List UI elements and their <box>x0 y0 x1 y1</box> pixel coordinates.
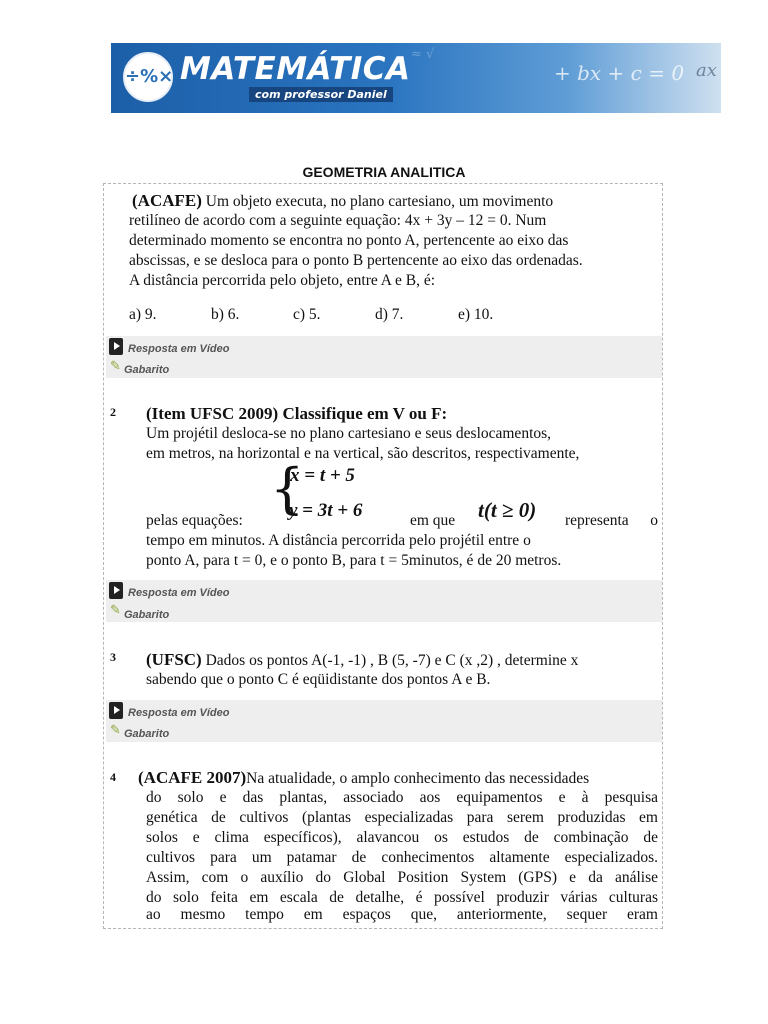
q2-line: Um projétil desloca-se no plano cartesiano e seus deslocamentos, <box>146 425 552 442</box>
q1-line: retilíneo de acordo com a seguinte equação: 4x + 3y – 12 = 0. Num <box>129 212 547 229</box>
q3-links-panel <box>106 700 662 742</box>
document-title: GEOMETRIA ANALITICA <box>302 164 466 180</box>
q2-representa-text: representa o <box>565 512 658 529</box>
q4-line: cultivos para um patamar de conhecimentos altamente especializados. <box>146 849 658 866</box>
banner-background-text: ≈ √ <box>411 47 435 62</box>
q2-line: em metros, na horizontal e na vertical, são descritos, respectivamente, <box>146 445 580 462</box>
q1-line: determinado momento se encontra no ponto A, pertencente ao eixo das <box>129 232 569 249</box>
video-icon <box>109 338 123 355</box>
q1-alternative-e: e) 10. <box>458 306 494 323</box>
q4-line: Assim, com o auxílio do Global Position System (GPS) e da análise <box>146 869 658 886</box>
system-brace: { <box>270 457 305 520</box>
check-icon: ✎ <box>110 603 121 618</box>
q2-representa <box>565 511 658 531</box>
q4-number: 4 <box>110 770 116 784</box>
q4-line: genética de cultivos (plantas especializadas para serem produzidas em <box>146 809 658 826</box>
logo-symbols: ÷%× <box>125 66 174 87</box>
q3-first-line <box>146 650 578 671</box>
q4-line: Na atualidade, o amplo conhecimento das necessidades <box>246 770 590 787</box>
q1-alternative-d: d) 7. <box>375 306 404 323</box>
q3-source: (UFSC) <box>146 650 202 669</box>
q2-line: tempo em minutos. A distância percorrida pelo projétil entre o <box>146 532 531 549</box>
q2-line: ponto A, para t = 0, e o ponto B, para t = 5minutos, é de 20 metros. <box>146 552 562 569</box>
q1-first-line <box>132 191 553 212</box>
header-banner <box>111 43 721 113</box>
q2-equation-x: x = t + 5 <box>290 465 355 486</box>
banner-formula-ax: ax <box>696 60 717 81</box>
q3-video-link[interactable]: Resposta em Vídeo <box>128 707 230 719</box>
check-icon: ✎ <box>110 723 121 738</box>
q3-line: Dados os pontos A(-1, -1) , B (5, -7) e C (x ,2) , determine x <box>201 652 579 669</box>
q3-number: 3 <box>110 650 116 664</box>
q1-line: abscissas, e se desloca para o ponto B pertencente ao eixo das ordenadas. <box>129 252 583 269</box>
banner-formula: + bx + c = 0 <box>554 61 685 85</box>
video-icon <box>109 582 123 599</box>
check-icon: ✎ <box>110 359 121 374</box>
q1-source: (ACAFE) <box>132 191 202 210</box>
q4-line: solos e clima específicos), alavancou os estudos de combinação de <box>146 829 658 846</box>
q2-video-link[interactable]: Resposta em Vídeo <box>128 587 230 599</box>
q2-condition: t(t ≥ 0) <box>478 498 537 522</box>
logo-icon <box>123 52 173 102</box>
q3-line: sabendo que o ponto C é eqüidistante dos pontos A e B. <box>146 671 491 688</box>
q1-alternative-c: c) 5. <box>293 306 321 323</box>
q2-heading: (Item UFSC 2009) Classifique em V ou F: <box>146 404 448 423</box>
q1-video-link[interactable]: Resposta em Vídeo <box>128 343 230 355</box>
q2-equation-y: y = 3t + 6 <box>289 500 363 521</box>
q1-alternative-a: a) 9. <box>129 306 157 323</box>
brand-title: MATEMÁTICA <box>180 51 411 87</box>
q2-number: 2 <box>110 405 116 419</box>
q1-line: Um objeto executa, no plano cartesiano, um movimento <box>201 193 554 210</box>
q2-em-que: em que <box>410 512 456 529</box>
q1-alternative-b: b) 6. <box>211 306 240 323</box>
q1-line: A distância percorrida pelo objeto, entre A e B, é: <box>129 272 436 289</box>
q4-line: ao mesmo tempo em espaços que, anteriormente, sequer eram <box>146 906 658 923</box>
q1-gabarito-link[interactable]: Gabarito <box>124 364 170 376</box>
q3-gabarito-link[interactable]: Gabarito <box>124 728 170 740</box>
q2-gabarito-link[interactable]: Gabarito <box>124 609 170 621</box>
brand-subtitle: com professor Daniel <box>249 87 393 102</box>
video-icon <box>109 702 123 719</box>
q2-links-panel <box>106 580 662 622</box>
q2-pelas-equacoes: pelas equações: <box>146 512 243 529</box>
q4-line: do solo e das plantas, associado aos equipamentos e à pesquisa <box>146 789 658 806</box>
q4-source: (ACAFE 2007) <box>138 768 247 787</box>
q4-line: do solo feita em escala de detalhe, é possível produzir várias culturas <box>146 889 658 906</box>
q4-first-line <box>138 768 658 789</box>
q1-links-panel <box>106 336 662 378</box>
